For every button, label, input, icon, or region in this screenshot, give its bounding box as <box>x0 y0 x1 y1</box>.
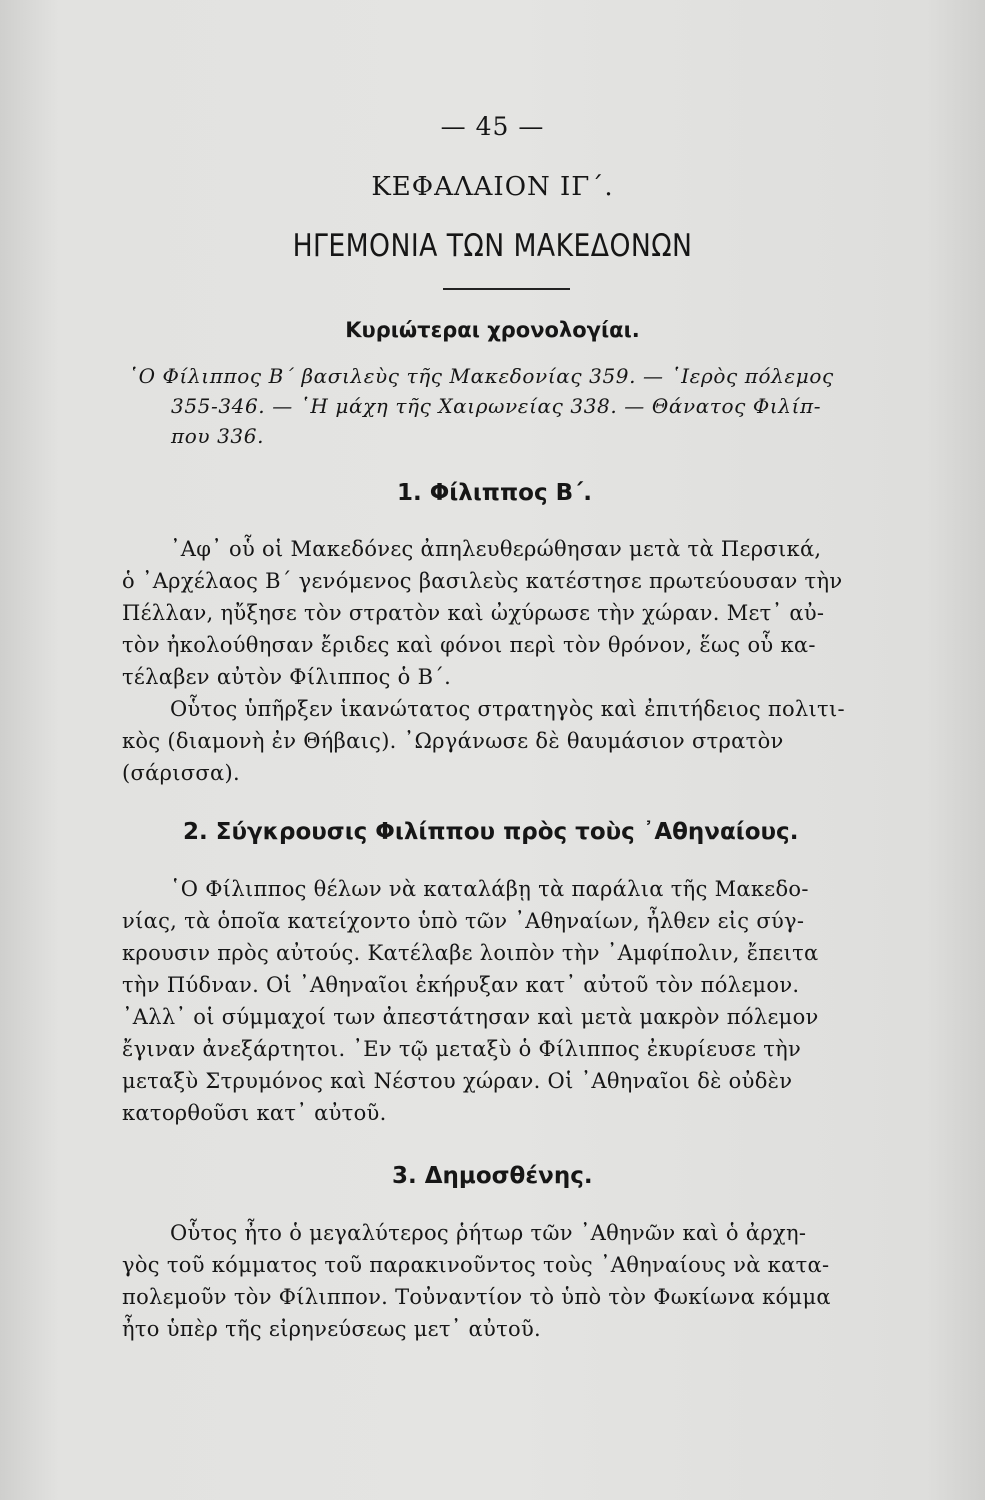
paragraph-line: τὴν Πύδναν. Οἱ ᾿Αθηναῖοι ἐκήρυξαν κατ᾿ αὐτοῦ τὸν πόλεμον. <box>122 973 800 997</box>
paragraph-line: ὁ ᾿Αρχέλαος Β΄ γενόμενος βασιλεὺς κατέστησε πρωτεύουσαν τὴν <box>122 569 843 593</box>
section-heading: 1. Φίλιππος Β΄. <box>397 480 593 506</box>
chronology-line: 355-346. — ῾Η μάχη τῆς Χαιρωνείας 338. — Θάνατος Φιλίπ- <box>171 394 822 418</box>
paragraph-line: κὸς (διαμονὴ ἐν Θήβαις). ᾿Ωργάνωσε δὲ θαυμάσιον στρατὸν <box>122 729 784 753</box>
chronology-heading: Κυριώτεραι χρονολογίαι. <box>345 318 640 342</box>
title-rule <box>443 288 570 290</box>
paragraph-line: γὸς τοῦ κόμματος τοῦ παρακινοῦντος τοὺς ᾿Αθηναίους νὰ κατα- <box>122 1253 830 1277</box>
paragraph-line: Πέλλαν, ηὔξησε τὸν στρατὸν καὶ ὠχύρωσε τὴν χώραν. Μετ᾿ αὐ- <box>122 601 825 625</box>
paragraph-line: νίας, τὰ ὁποῖα κατείχοντο ὑπὸ τῶν ᾿Αθηναίων, ἦλθεν εἰς σύγ- <box>122 909 805 933</box>
paragraph-line: μεταξὺ Στρυμόνος καὶ Νέστου χώραν. Οἱ ᾿Αθηναῖοι δὲ οὐδὲν <box>122 1069 793 1093</box>
paragraph-line: τὸν ἠκολούθησαν ἔριδες καὶ φόνοι περὶ τὸν θρόνον, ἕως οὗ κα- <box>122 633 816 657</box>
paragraph-line: κρουσιν πρὸς αὐτούς. Κατέλαβε λοιπὸν τὴν ᾿Αμφίπολιν, ἔπειτα <box>122 941 819 965</box>
paragraph-line: ᾿Αφ᾿ οὗ οἱ Μακεδόνες ἀπηλευθερώθησαν μετὰ τὰ Περσικά, <box>170 537 822 561</box>
chronology-line: που 336. <box>171 424 265 448</box>
paragraph-line: Οὗτος ὑπῆρξεν ἱκανώτατος στρατηγὸς καὶ ἐπιτήδειος πολιτι- <box>170 697 845 721</box>
paragraph-line: ἔγιναν ἀνεξάρτητοι. ᾿Εν τῷ μεταξὺ ὁ Φίλιππος ἐκυρίευσε τὴν <box>122 1037 802 1061</box>
paragraph-line: (σάρισσα). <box>122 761 241 785</box>
chapter-label: ΚΕΦΑΛΑΙΟΝ ΙΓ΄. <box>371 172 614 202</box>
chapter-title: ΗΓΕΜΟΝΙΑ ΤΩΝ ΜΑΚΕΔΟΝΩΝ <box>292 228 693 264</box>
chronology-line: ῾Ο Φίλιππος Β΄ βασιλεὺς τῆς Μακεδονίας 359. — ῾Ιερὸς πόλεμος <box>128 364 834 388</box>
paragraph-line: πολεμοῦν τὸν Φίλιππον. Τοὐναντίον τὸ ὑπὸ τὸν Φωκίωνα κόμμα <box>122 1285 831 1309</box>
paragraph-line: ῾Ο Φίλιππος θέλων νὰ καταλάβῃ τὰ παράλια τῆς Μακεδο- <box>170 877 809 901</box>
paragraph-line: κατορθοῦσι κατ᾿ αὐτοῦ. <box>122 1101 387 1125</box>
section-heading: 2. Σύγκρουσις Φιλίππου πρὸς τοὺς ᾿Αθηναίους. <box>183 819 799 845</box>
paragraph-line: ἦτο ὑπὲρ τῆς εἰρηνεύσεως μετ᾿ αὐτοῦ. <box>122 1317 542 1341</box>
paragraph-line: Οὗτος ἦτο ὁ μεγαλύτερος ῥήτωρ τῶν ᾿Αθηνῶν καὶ ὁ ἀρχη- <box>170 1221 807 1245</box>
page-number: — 45 — <box>440 112 545 141</box>
paragraph-line: ᾿Αλλ᾿ οἱ σύμμαχοί των ἀπεστάτησαν καὶ μετὰ μακρὸν πόλεμον <box>122 1005 819 1029</box>
paragraph-line: τέλαβεν αὐτὸν Φίλιππος ὁ Β΄. <box>122 665 452 689</box>
section-heading: 3. Δημοσθένης. <box>392 1163 593 1189</box>
